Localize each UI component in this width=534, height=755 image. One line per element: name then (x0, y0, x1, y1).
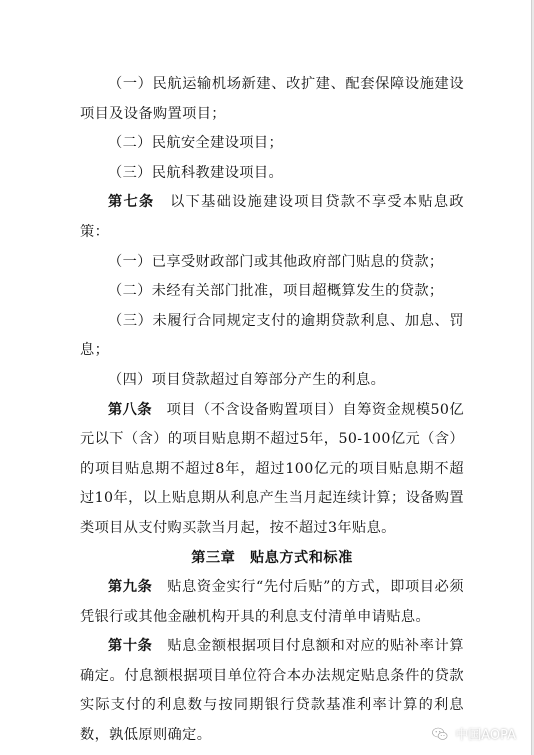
wechat-icon (431, 725, 449, 743)
article-7 (80, 188, 464, 247)
article-8-label: 第八条 (108, 401, 152, 418)
chapter-heading: 第三章 贴息方式和标准 (191, 549, 353, 566)
article-10 (80, 632, 464, 750)
exclusion-1: （一）已享受财政部门或其他政府部门贴息的贷款； (108, 253, 444, 270)
document-body (80, 70, 464, 751)
article-8 (80, 396, 464, 544)
exclusion-4: （四）项目贷款超过自筹部分产生的利息。 (108, 371, 386, 388)
exclusion-3: （三）未履行合同规定支付的逾期贷款利息、加息、罚息； (80, 312, 464, 359)
article-10-label: 第十条 (108, 638, 153, 655)
article-9-text: 贴息资金实行“先付后贴”的方式，即项目必须凭银行或其他金融机构开具的利息支付清单申请贴息。 (80, 579, 465, 625)
exclusion-2: （二）未经有关部门批准，项目超概算发生的贷款； (108, 283, 444, 300)
article-8-text: 项目（不含设备购置项目）自筹资金规模50亿元以下（含）的项目贴息期不超过5年，50-100亿元（含）的项目贴息期不超过8年，超过100亿元的项目贴息期不超过10年，以上贴息期从利息产生当月起连续计算；设备购置类项目从支付购买款当月起，按不超过3年贴息。 (80, 401, 465, 536)
article-9 (80, 573, 464, 632)
clause-3: （三）民航科教建设项目。 (108, 164, 284, 181)
watermark-text: 中国AOPA (455, 728, 516, 743)
article-9-label: 第九条 (108, 579, 153, 596)
article-7-label: 第七条 (108, 194, 155, 211)
article-7-text: 以下基础设施建设项目贷款不享受本贴息政策： (80, 194, 464, 240)
clause-2: （二）民航安全建设项目； (108, 135, 284, 152)
article-10-text: 贴息金额根据项目付息额和对应的贴补率计算确定。付息额根据项目单位符合本办法规定贴息条件的贷款实际支付的利息数与按同期银行贷款基准利率计算的利息数，孰低原则确定。 (80, 638, 464, 744)
clause-1: （一）民航运输机场新建、改扩建、配套保障设施建设项目及设备购置项目； (80, 76, 464, 122)
watermark (431, 724, 516, 743)
